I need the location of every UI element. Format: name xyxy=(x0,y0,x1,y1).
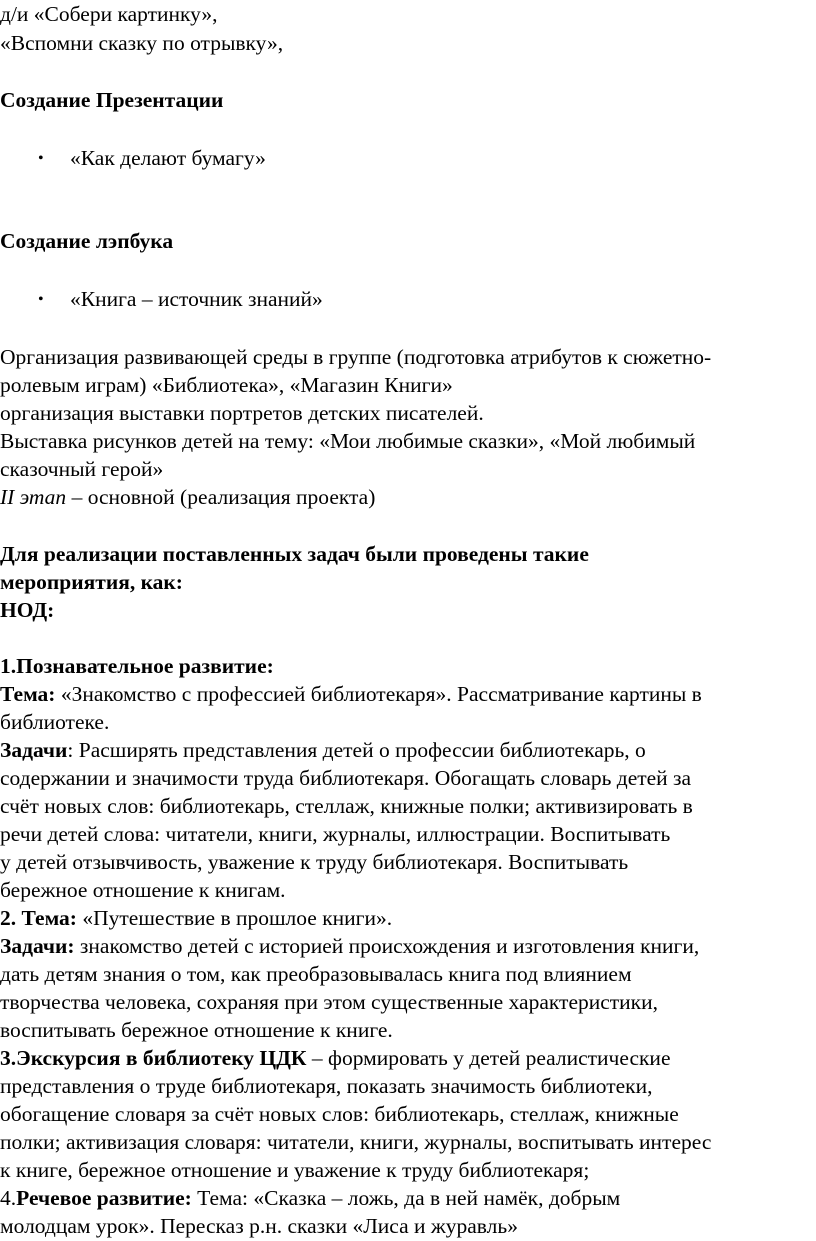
tasks-label: Задачи: xyxy=(0,934,75,958)
item2-topic: «Путешествие в прошлое книги». xyxy=(76,906,393,930)
tasks-text: знакомство детей с историей происхождения и изготовления книги, xyxy=(74,934,700,958)
intro-line: «Вспомни сказку по отрывку», xyxy=(0,31,284,55)
environment-line: Организация развивающей среды в группе (подготовка атрибутов к сюжетно- xyxy=(0,345,712,369)
item1-tasks-line: речи детей слова: читатели, книги, журналы, иллюстрации. Воспитывать xyxy=(0,822,671,846)
item3-line: полки; активизация словаря: читатели, книги, журналы, воспитывать интерес xyxy=(0,1130,712,1154)
item1-topic-line xyxy=(0,680,702,709)
presentation-heading: Создание Презентации xyxy=(0,88,224,112)
environment-line: Выставка рисунков детей на тему: «Мои любимые сказки», «Мой любимый xyxy=(0,429,696,453)
item3-label: 3.Экскурсия в библиотеку ЦДК xyxy=(0,1046,307,1070)
environment-line: ролевым играм) «Библиотека», «Магазин Книги» xyxy=(0,373,453,397)
environment-line: сказочный герой» xyxy=(0,457,164,481)
item1-tasks-line: бережное отношение к книгам. xyxy=(0,878,286,902)
item3-line xyxy=(0,1044,670,1073)
bullet-icon: • xyxy=(38,291,44,308)
item3-line: представления о труде библиотекаря, показать значимость библиотеки, xyxy=(0,1074,653,1098)
item2-label: 2. Тема: xyxy=(0,906,77,930)
activities-heading: Для реализации поставленных задач были проведены такие xyxy=(0,542,589,566)
bullet-text: «Как делают бумагу» xyxy=(70,146,266,170)
item1-heading: 1.Познавательное развитие: xyxy=(0,654,274,678)
item4-line xyxy=(0,1184,620,1213)
item2-tasks-line xyxy=(0,932,699,961)
item3-line: обогащение словаря за счёт новых слов: библиотекарь, стеллаж, книжные xyxy=(0,1102,679,1126)
item1-topic-line: библиотеке. xyxy=(0,710,110,734)
item1-tasks-line: содержании и значимости труда библиотекаря. Обогащать словарь детей за xyxy=(0,766,692,790)
item4-line: молодцам урок». Пересказ р.н. сказки «Лиса и журавль» xyxy=(0,1214,518,1238)
stage-label: II этап xyxy=(0,485,67,509)
tasks-text: : Расширять представления детей о профессии библиотекарь, о xyxy=(67,738,646,762)
environment-line: организация выставки портретов детских писателей. xyxy=(0,401,484,425)
lapbook-bullet-item xyxy=(0,285,816,314)
item3-text: – формировать у детей реалистические xyxy=(306,1046,671,1070)
item2-tasks-line: воспитывать бережное отношение к книге. xyxy=(0,1018,393,1042)
item2-topic-line xyxy=(0,904,392,933)
stage-text: – основной (реализация проекта) xyxy=(66,485,376,509)
item4-number: 4. xyxy=(0,1186,17,1210)
presentation-bullet-item xyxy=(0,144,816,173)
topic-label: Тема: xyxy=(0,682,56,706)
item2-tasks-line: творчества человека, сохраняя при этом существенные характеристики, xyxy=(0,990,659,1014)
lapbook-heading: Создание лэпбука xyxy=(0,229,174,253)
bullet-icon: • xyxy=(38,150,44,167)
item1-tasks-line: у детей отзывчивость, уважение к труду библиотекаря. Воспитывать xyxy=(0,850,629,874)
item4-label: Речевое развитие: xyxy=(16,1186,192,1210)
topic-text: «Знакомство с профессией библиотекаря». Рассматривание картины в xyxy=(55,682,702,706)
tasks-label: Задачи xyxy=(0,738,68,762)
intro-line: д/и «Собери картинку», xyxy=(0,2,218,26)
item4-text: Тема: «Сказка – ложь, да в ней намёк, добрым xyxy=(191,1186,621,1210)
nod-heading: НОД: xyxy=(0,598,55,622)
item1-tasks-line xyxy=(0,736,646,765)
item1-tasks-line: счёт новых слов: библиотекарь, стеллаж, книжные полки; активизировать в xyxy=(0,794,693,818)
item2-tasks-line: дать детям знания о том, как преобразовывалась книга под влиянием xyxy=(0,962,632,986)
item3-line: к книге, бережное отношение и уважение к труду библиотекаря; xyxy=(0,1158,590,1182)
bullet-text: «Книга – источник знаний» xyxy=(70,287,323,311)
activities-heading: мероприятия, как: xyxy=(0,570,183,594)
stage-line xyxy=(0,483,375,512)
